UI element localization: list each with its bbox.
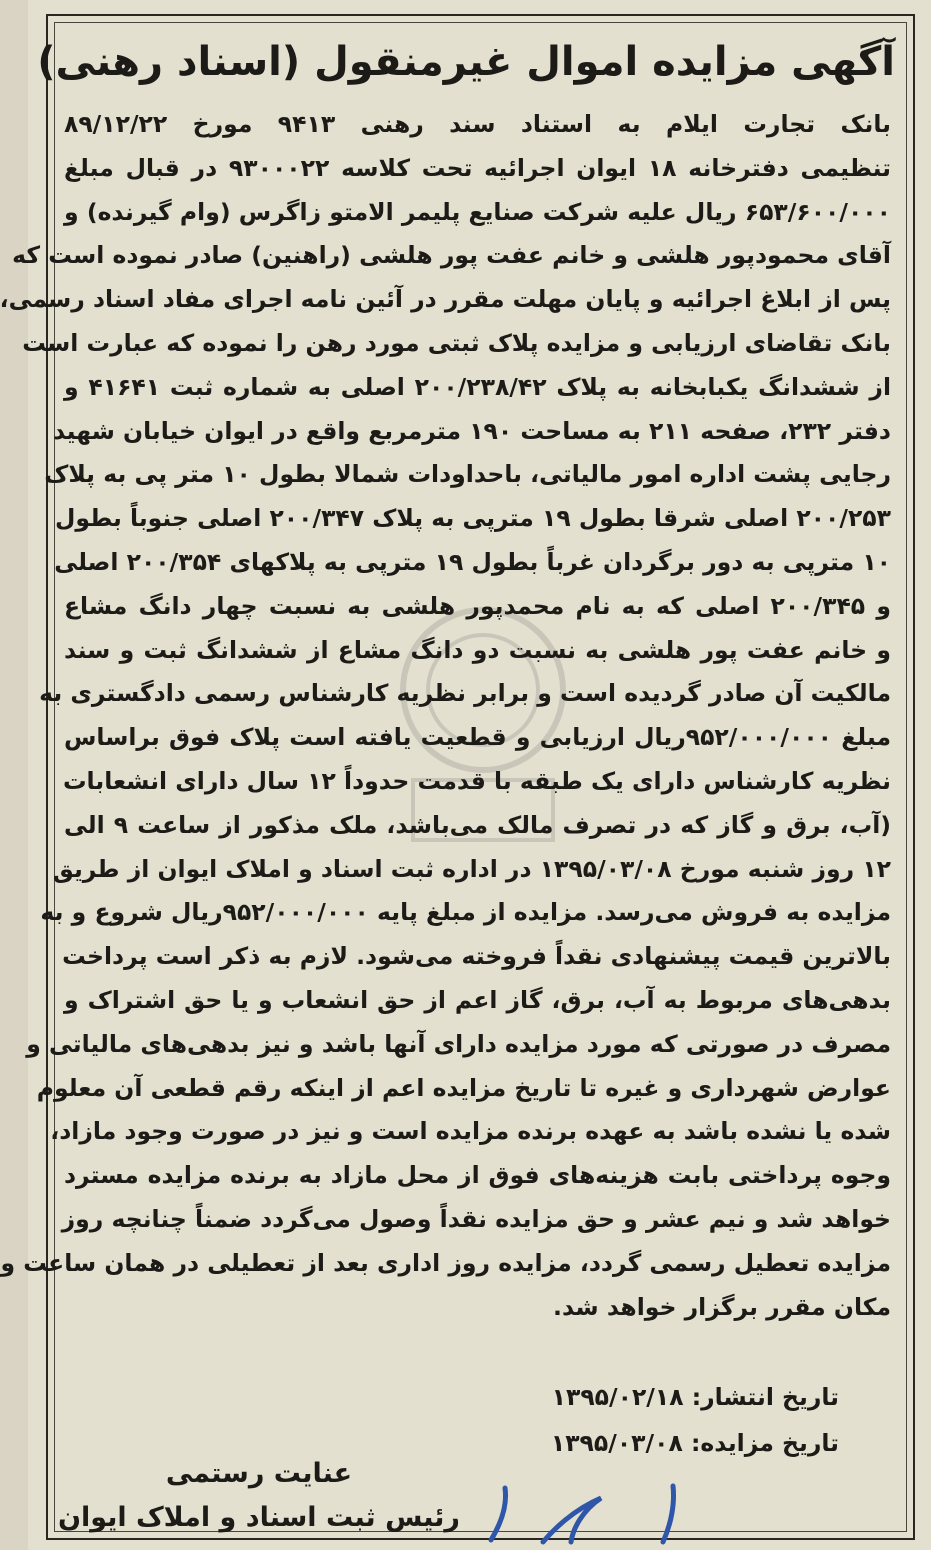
body-line: رجایی پشت اداره امور مالیاتی، باحداودات شمالا بطول ۱۰ متر پی به پلاک	[44, 460, 891, 489]
date-block	[551, 1374, 839, 1466]
body-line: پس از ابلاغ اجرائیه و پایان مهلت مقرر در آئین نامه اجرای مفاد اسناد رسمی،	[0, 285, 891, 314]
body-line: تنظیمی دفترخانه ۱۸ ایوان اجرائیه تحت کلاسه ۹۳۰۰۰۲۲ در قبال مبلغ	[64, 153, 891, 182]
auction-date: تاریخ مزایده: ۱۳۹۵/۰۳/۰۸	[550, 1429, 839, 1457]
signature-block	[58, 1452, 460, 1540]
publish-date: تاریخ انتشار: ۱۳۹۵/۰۲/۱۸	[551, 1383, 839, 1411]
signer-title: رئیس ثبت اسناد و املاک ایوان	[58, 1502, 460, 1533]
notice-body	[0, 103, 892, 1329]
body-line: بدهی‌های مربوط به آب، برق، گاز اعم از حق انشعاب و یا حق اشتراک و	[64, 985, 891, 1014]
body-line: مصرف در صورتی که مورد مزایده دارای آنها باشد و نیز بدهی‌های مالیاتی و	[26, 1029, 891, 1058]
body-line: ۱۰ مترپی به دور برگردان غرباً بطول ۱۹ مترپی به پلاکهای ۲۰۰/۳۵۴ اصلی	[54, 547, 891, 576]
handwritten-note	[483, 1480, 693, 1548]
body-line: مزایده تعطیل رسمی گردد، مزایده روز اداری بعد از تعطیلی در همان ساعت و	[0, 1248, 891, 1277]
body-line: مزایده به فروش می‌رسد. مزایده از مبلغ پایه ۹۵۲/۰۰۰/۰۰۰ریال شروع و به	[40, 898, 891, 927]
body-line: بانک تجارت ایلام به استناد سند رهنی ۹۴۱۳ مورخ ۸۹/۱۲/۲۲	[64, 110, 891, 138]
body-line: ۲۰۰/۲۵۳ اصلی شرقا بطول ۱۹ مترپی به پلاک ۲۰۰/۳۴۷ اصلی جنوباً بطول	[55, 504, 891, 533]
body-line: آقای محمودپور هلشی و خانم عفت پور هلشی (راهنین) صادر نموده است که	[12, 241, 891, 270]
body-line: نظریه کارشناس دارای یک طبقه با قدمت حدوداً ۱۲ سال دارای انشعابات	[62, 766, 891, 795]
body-line: مکان مقرر برگزار خواهد شد.	[553, 1292, 891, 1321]
body-line: عوارض شهرداری و غیره تا تاریخ مزایده اعم از اینکه رقم قطعی آن معلوم	[36, 1073, 891, 1102]
body-line: خواهد شد و نیم عشر و حق مزایده نقداً وصول می‌گردد ضمناً چنانچه روز	[61, 1204, 891, 1233]
body-line: بالاترین قیمت پیشنهادی نقداً فروخته می‌شود. لازم به ذکر است پرداخت	[62, 942, 891, 971]
body-line: مالکیت آن صادر گردیده است و برابر نظریه کارشناس رسمی دادگستری به	[39, 679, 891, 708]
body-line: ۱۲ روز شنبه مورخ ۱۳۹۵/۰۳/۰۸ در اداره ثبت اسناد و املاک ایوان از طریق	[52, 854, 891, 883]
body-line: وجوه پرداختی بابت هزینه‌های فوق از محل مازاد به برنده مزایده مسترد	[64, 1161, 891, 1190]
body-line: ۶۵۳/۶۰۰/۰۰۰ ریال علیه شرکت صنایع پلیمر الامتو زاگرس (وام گیرنده) و	[64, 197, 891, 226]
body-line: شده یا نشده باشد به عهده برنده مزایده است و نیز در صورت وجود مازاد،	[50, 1117, 891, 1146]
notice-title: آگهی مزایده اموال غیرمنقول (اسناد رهنی)	[37, 39, 895, 85]
body-line: دفتر ۲۳۲، صفحه ۲۱۱ به مساحت ۱۹۰ مترمربع واقع در ایوان خیابان شهید	[53, 416, 891, 445]
body-line: (آب، برق و گاز که در تصرف مالک می‌باشد، ملک مذکور از ساعت ۹ الی	[64, 810, 891, 839]
body-line: مبلغ ۹۵۲/۰۰۰/۰۰۰ریال ارزیابی و قطعیت یافته است پلاک فوق براساس	[64, 723, 891, 752]
body-line: از ششدانگ یکبابخانه به پلاک ۲۰۰/۲۳۸/۴۲ اصلی به شماره ثبت ۴۱۶۴۱ و	[64, 372, 892, 401]
signer-name: عنایت رستمی	[165, 1458, 353, 1489]
body-line: و خانم عفت پور هلشی به نسبت دو دانگ مشاع از ششدانگ ثبت و سند	[64, 635, 891, 664]
body-line: و ۲۰۰/۳۴۵ اصلی که به نام محمدپور هلشی به نسبت چهار دانگ مشاع	[64, 591, 891, 620]
body-line: بانک تقاضای ارزیابی و مزایده پلاک ثبتی مورد رهن را نموده که عبارت است	[22, 328, 891, 357]
